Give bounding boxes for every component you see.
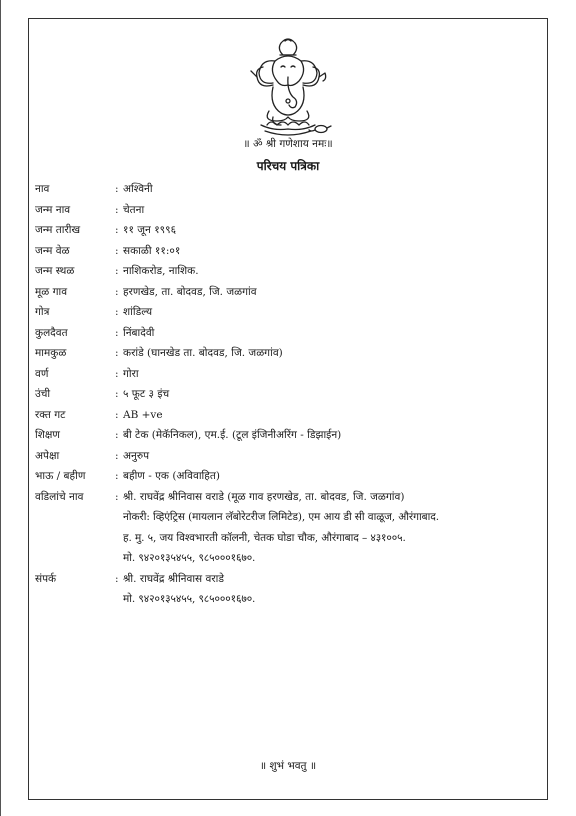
detail-row-blood-group (35, 405, 543, 426)
detail-row-birth-date (35, 220, 543, 241)
field-value: अनुरुप (123, 449, 150, 462)
closing-blessing: ॥ शुभं भवतु ॥ (259, 760, 317, 772)
detail-row-birth-place (35, 261, 543, 282)
field-value: मो. ९४२०१३५४५५, ९८५०००१६७०. (123, 593, 256, 605)
detail-row-expectation (35, 446, 543, 467)
field-value: नाशिकरोड, नाशिक. (123, 265, 199, 277)
field-label: जन्म वेळ (35, 244, 70, 257)
detail-row-birth-name (35, 200, 543, 221)
detail-row-height (35, 384, 543, 405)
field-value: ह. मु. ५, जय विश्वभारती कॉलनी, चेतक घोडा चौक, औरंगाबाद – ४३१००५. (123, 531, 406, 544)
father-address-line (35, 528, 543, 549)
field-label: कुलदैवत (35, 326, 68, 339)
field-value: हरणखेड, ता. बोदवड, जि. जळगांव (123, 285, 257, 298)
detail-row-birth-time (35, 241, 543, 262)
field-separator: : (115, 449, 119, 462)
field-value: ५ फूट ३ इंच (123, 388, 170, 400)
field-label: रक्त गट (35, 408, 66, 421)
contact-phone-line (35, 589, 543, 610)
viewer-left-edge (0, 0, 1, 816)
field-label: उंची (35, 388, 51, 400)
detail-row-father-name (35, 487, 543, 508)
field-label: गोत्र (35, 306, 50, 318)
detail-row-mamkul (35, 343, 543, 364)
field-label: शिक्षण (35, 429, 60, 441)
field-value: शांडिल्य (123, 306, 153, 318)
field-label: जन्म नाव (35, 203, 71, 216)
field-label: वर्ण (35, 367, 49, 380)
detail-row-siblings (35, 466, 543, 487)
field-separator: : (115, 388, 119, 400)
field-label: जन्म तारीख (35, 224, 81, 236)
field-separator: : (115, 408, 119, 421)
detail-row-gotra (35, 302, 543, 323)
field-value: AB +ve (123, 408, 163, 421)
field-separator: : (115, 285, 119, 298)
field-separator: : (115, 367, 119, 380)
field-value: ११ जून १९९६ (123, 224, 177, 236)
detail-row-complexion (35, 364, 543, 385)
field-separator: : (115, 429, 119, 441)
ganesha-icon (233, 33, 343, 141)
field-value: करांडे (घानखेड ता. बोदवड, जि. जळगांव) (123, 347, 283, 359)
field-label: अपेक्षा (35, 449, 60, 462)
details-list (35, 179, 543, 610)
field-value: गोरा (123, 367, 139, 380)
field-label: मूळ गाव (35, 285, 68, 298)
biodata-page (28, 18, 548, 800)
field-value: निंबादेवी (123, 326, 155, 339)
invocation-text: ॥ ॐ श्री गणेशाय नमः॥ (243, 138, 333, 150)
page-title: परिचय पत्रिका (256, 159, 320, 173)
field-label: भाऊ / बहीण (35, 470, 86, 482)
field-label: जन्म स्थळ (35, 265, 75, 277)
field-value: सकाळी ११:०१ (123, 244, 181, 257)
field-separator: : (115, 572, 119, 585)
field-label: संपर्क (35, 572, 57, 585)
detail-row-kuldaivat (35, 323, 543, 344)
field-separator: : (115, 244, 119, 257)
field-separator: : (115, 326, 119, 339)
field-separator: : (115, 470, 119, 482)
detail-row-education (35, 425, 543, 446)
detail-row-contact (35, 569, 543, 590)
field-value: चेतना (123, 203, 145, 216)
field-value: बहीण - एक (अविवाहित) (123, 470, 220, 482)
father-occupation-line (35, 507, 543, 528)
field-separator: : (115, 203, 119, 216)
field-separator: : (115, 490, 119, 503)
field-label: मामकुळ (35, 347, 67, 359)
field-value: मो. ९४२०१३५४५५, ९८५०००१६७०. (123, 552, 256, 564)
field-value: अश्विनी (123, 183, 153, 195)
detail-row-native-place (35, 282, 543, 303)
field-label: नाव (35, 183, 50, 195)
father-phone-line (35, 548, 543, 569)
field-value: बी टेक (मेकॅनिकल), एम.ई. (टूल इंजिनीअरिंग - डिझाईन) (123, 429, 342, 441)
detail-row-name (35, 179, 543, 200)
field-separator: : (115, 183, 119, 195)
field-separator: : (115, 347, 119, 359)
field-label: वडिलांचे नाव (35, 490, 84, 503)
field-value: श्री. राघवेंद्र श्रीनिवास वराडे (मूळ गाव हरणखेड, ता. बोदवड, जि. जळगांव) (123, 490, 405, 503)
field-value: नोकरी: व्हिएंट्रिस (मायलान लॅबोरेटरीज लिमिटेड), एम आय डी सी वाळूज, औरंगाबाद. (123, 511, 439, 523)
field-value: श्री. राघवेंद्र श्रीनिवास वराडे (123, 572, 224, 585)
field-separator: : (115, 224, 119, 236)
field-separator: : (115, 306, 119, 318)
field-separator: : (115, 265, 119, 277)
